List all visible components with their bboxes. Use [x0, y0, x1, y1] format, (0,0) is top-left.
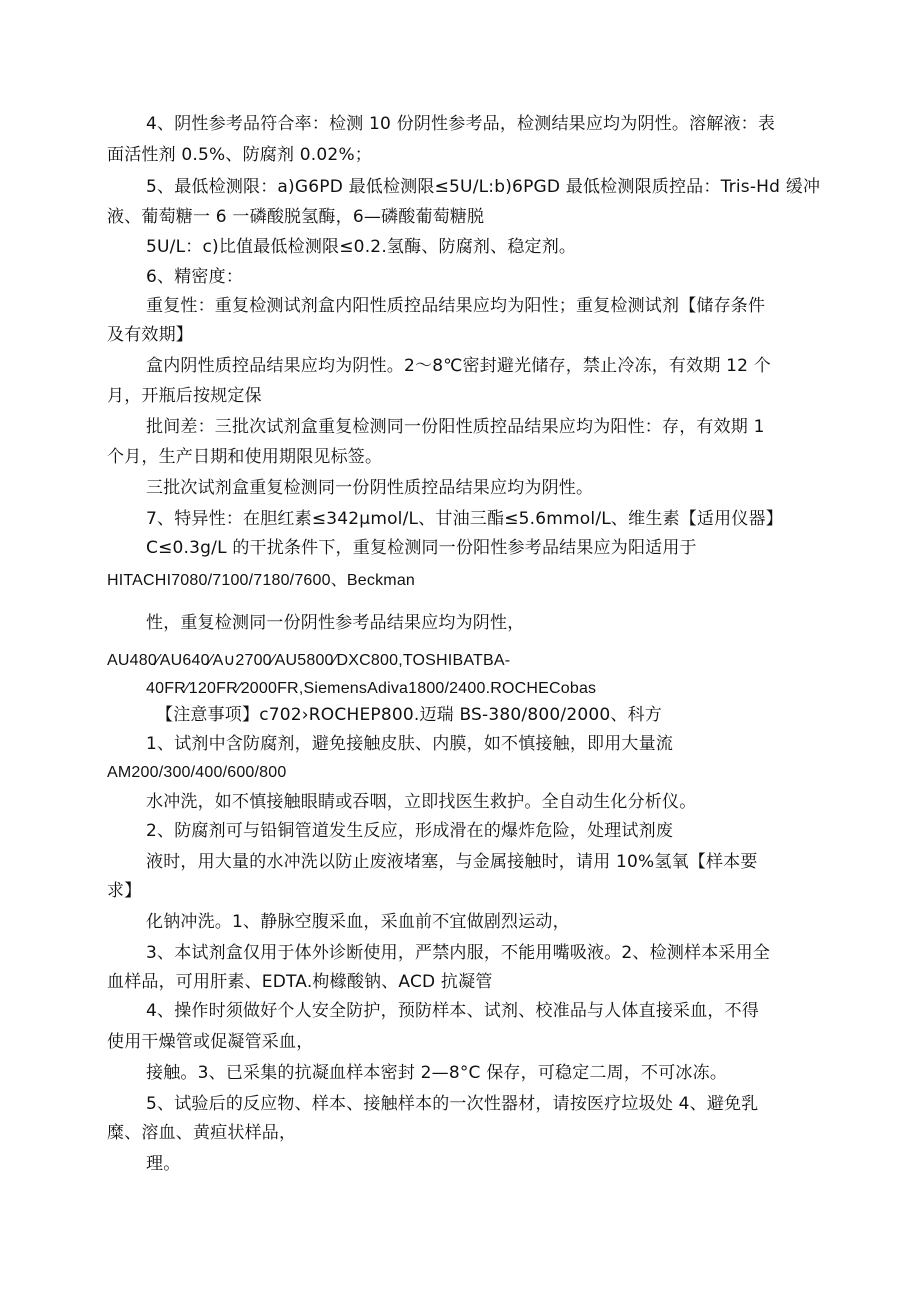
- text-line: 【注意事项】c702›ROCHEP800.迈瑞 BS-380/800/2000、科方: [156, 705, 662, 725]
- text-line: 4、操作时须做好个人安全防护，预防样本、试剂、校准品与人体直接采血，不得: [146, 1001, 760, 1021]
- text-line: 2、防腐剂可与铅铜管道发生反应，形成滑在的爆炸危险，处理试剂废: [146, 821, 674, 841]
- text-line: 接触。3、已采集的抗凝血样本密封 2—8°C 保存，可稳定二周，不可冰冻。: [146, 1063, 728, 1083]
- text-line: 5、试验后的反应物、样本、接触样本的一次性器材，请按医疗垃圾处 4、避免乳: [146, 1094, 759, 1114]
- text-line: 5、最低检测限：a)G6PD 最低检测限≤5U/L:b)6PGD 最低检测限质控品：Tris-Hd 缓冲: [146, 177, 821, 197]
- text-line: 糜、溶血、黄疸状样品，: [107, 1123, 297, 1143]
- text-line: 3、本试剂盒仅用于体外诊断使用，严禁内服，不能用嘴吸液。2、检测样本采用全: [146, 943, 771, 963]
- text-line: HITACHI7080/7100/7180/7600、Beckman: [107, 572, 416, 589]
- text-line: 化钠冲洗。1、静脉空腹采血，采血前不宜做剧烈运动，: [146, 912, 570, 932]
- text-line: 水冲洗，如不慎接触眼睛或吞咽，立即找医生救护。全自动生化分析仪。: [146, 792, 697, 812]
- text-line: 5U/L：c)比值最低检测限≤0.2.氢酶、防腐剂、稳定剂。: [146, 237, 577, 257]
- text-line: 6、精密度：: [146, 267, 244, 287]
- text-line: 面活性剂 0.5%、防腐剂 0.02%；: [107, 145, 373, 165]
- text-line: 7、特异性：在胆红素≤342μmol/L、甘油三酯≤5.6mmol/L、维生素【适用仪器】: [146, 509, 783, 529]
- text-line: AM200/300/400/600/800: [107, 764, 287, 781]
- text-line: 月，开瓶后按规定保: [107, 386, 262, 406]
- text-line: 批间差：三批次试剂盒重复检测同一份阳性质控品结果应均为阳性：存，有效期 1: [146, 417, 765, 437]
- text-line: 个月，生产日期和使用期限见标签。: [107, 447, 383, 467]
- text-line: C≤0.3g/L 的干扰条件下，重复检测同一份阳性参考品结果应为阳适用于: [146, 538, 697, 558]
- text-line: AU480⁄AU640⁄A∪2700⁄AU5800⁄DXC800,TOSHIBATBA-: [107, 652, 511, 669]
- text-line: 使用干燥管或促凝管采血，: [107, 1032, 314, 1052]
- text-line: 重复性：重复检测试剂盒内阳性质控品结果应均为阳性；重复检测试剂【储存条件: [146, 296, 766, 316]
- text-line: 及有效期】: [107, 325, 193, 345]
- text-line: 三批次试剂盒重复检测同一份阴性质控品结果应均为阴性。: [146, 478, 594, 498]
- text-line: 血样品，可用肝素、EDTA.枸橼酸钠、ACD 抗凝管: [107, 972, 493, 992]
- text-line: 液、葡萄糖一 6 一磷酸脱氢酶，6—磷酸葡萄糖脱: [107, 207, 485, 227]
- text-line: 4、阴性参考品符合率：检测 10 份阴性参考品，检测结果应均为阴性。溶解液：表: [146, 114, 776, 134]
- text-line: 性，重复检测同一份阴性参考品结果应均为阴性，: [146, 613, 525, 633]
- text-line: 液时，用大量的水冲洗以防止废液堵塞，与金属接触时，请用 10%氢氧【样本要: [146, 852, 758, 872]
- text-line: 盒内阴性质控品结果应均为阴性。2～8℃密封避光储存，禁止冷冻，有效期 12 个: [146, 356, 771, 376]
- text-line: 理。: [146, 1154, 181, 1174]
- text-line: 1、试剂中含防腐剂，避免接触皮肤、内膜，如不慎接触，即用大量流: [146, 734, 674, 754]
- text-line: 40FR⁄120FR⁄2000FR,SiemensAdiva1800/2400.ROCHECobas: [146, 680, 597, 697]
- text-line: 求】: [107, 881, 142, 901]
